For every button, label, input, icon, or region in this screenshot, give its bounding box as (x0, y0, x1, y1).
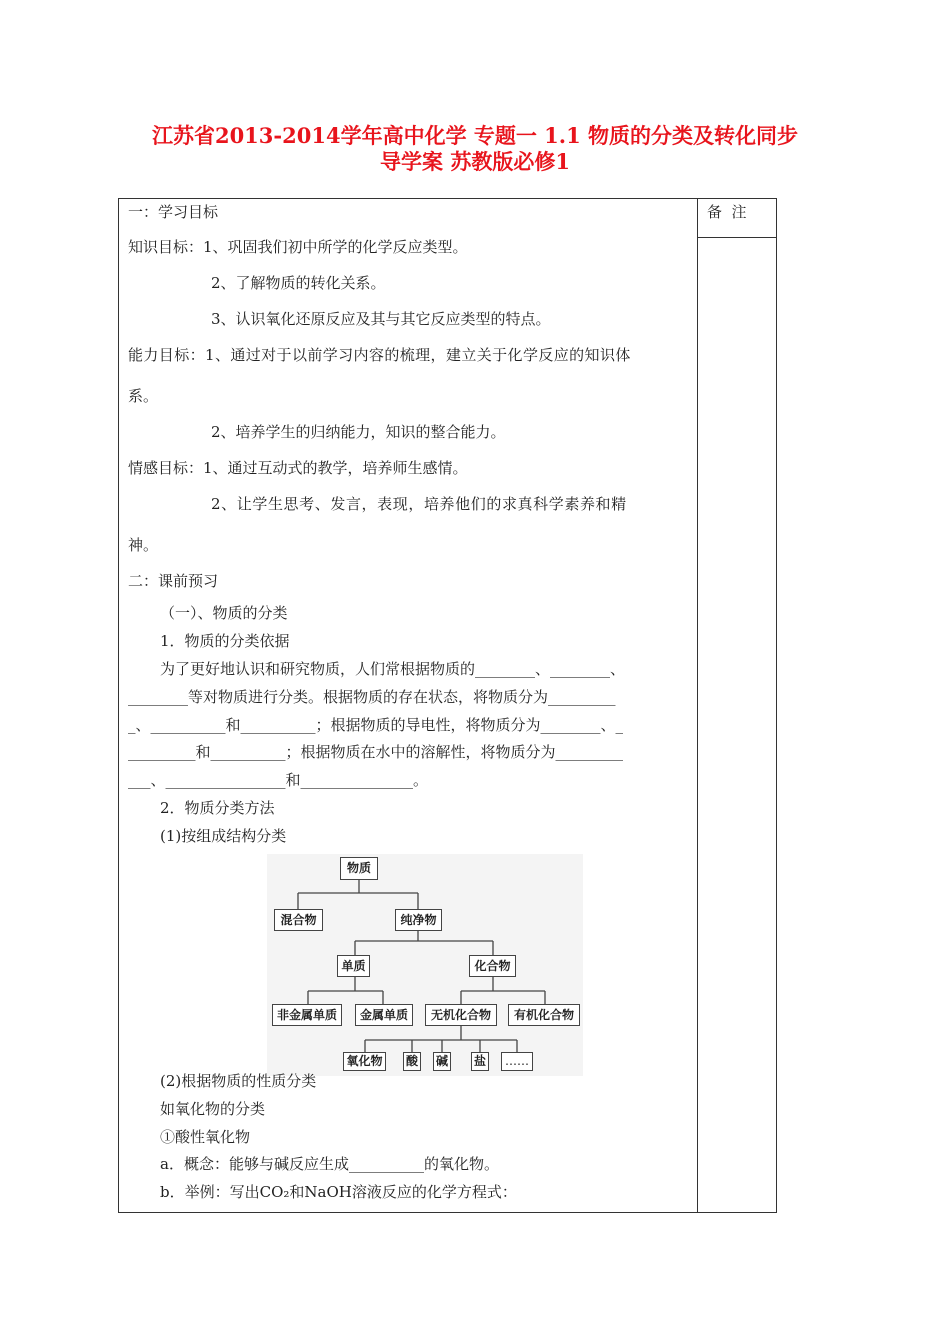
text-line: 2、了解物质的转化关系。 (211, 274, 386, 292)
document-title-line-1: 江苏省2013-2014学年高中化学 专题一 1.1 物质的分类及转化同步 (151, 123, 799, 148)
text-line: 系。 (128, 387, 159, 405)
text-line: 2．物质分类方法 (160, 799, 275, 817)
text-line: (1)按组成结构分类 (160, 827, 287, 845)
document-title-line-2: 导学案 苏教版必修1 (380, 149, 570, 174)
node-more: …… (501, 1052, 533, 1071)
text-line: 1．物质的分类依据 (160, 632, 290, 650)
text-line: 3、认识氧化还原反应及其与其它反应类型的特点。 (211, 310, 551, 328)
node-metal-element: 金属单质 (355, 1004, 413, 1026)
text-line: ________等对物质进行分类。根据物质的存在状态，将物质分为_________ (128, 688, 616, 706)
node-substance: 物质 (340, 857, 378, 880)
node-element: 单质 (337, 955, 370, 977)
text-line: b．举例：写出CO₂和NaOH溶液反应的化学方程式： (160, 1183, 517, 1201)
section-heading: 一：学习目标 (128, 203, 219, 221)
subsection-heading: （一）、物质的分类 (160, 604, 288, 622)
notes-header: 备 注 (707, 203, 747, 221)
text-line: 如氧化物的分类 (160, 1100, 266, 1118)
node-nonmetal-element: 非金属单质 (272, 1004, 342, 1026)
node-compound: 化合物 (469, 955, 516, 977)
node-salt: 盐 (471, 1052, 489, 1071)
section-heading: 二：课前预习 (128, 572, 219, 590)
text-line: 为了更好地认识和研究物质，人们常根据物质的________、________、 (160, 660, 626, 678)
text-line: 情感目标：1、通过互动式的教学，培养师生感情。 (128, 459, 468, 477)
node-oxide: 氧化物 (343, 1052, 386, 1071)
text-line: 2、培养学生的归纳能力，知识的整合能力。 (211, 423, 506, 441)
node-organic-compound: 有机化合物 (508, 1004, 580, 1026)
node-base: 碱 (433, 1052, 451, 1071)
text-line: (2)根据物质的性质分类 (160, 1072, 317, 1090)
text-line: 能力目标：1、通过对于以前学习内容的梳理，建立关于化学反应的知识体 (128, 346, 631, 364)
node-pure-substance: 纯净物 (395, 909, 442, 931)
text-line: a．概念：能够与碱反应生成__________的氧化物。 (160, 1155, 499, 1173)
text-line: ___、________________和_______________。 (128, 771, 429, 789)
node-acid: 酸 (403, 1052, 421, 1071)
text-line: 知识目标：1、巩固我们初中所学的化学反应类型。 (128, 238, 468, 256)
text-line: _________和__________；根据物质在水中的溶解性，将物质分为_________ (128, 743, 624, 761)
text-line: _、__________和__________；根据物质的导电性，将物质分为________、_ (128, 716, 624, 734)
text-line: ①酸性氧化物 (160, 1128, 251, 1146)
text-line: 2、让学生思考、发言，表现，培养他们的求真科学素养和精 (211, 495, 627, 513)
text-line: 神。 (128, 536, 159, 554)
node-mixture: 混合物 (274, 909, 323, 931)
node-inorganic-compound: 无机化合物 (425, 1004, 497, 1026)
